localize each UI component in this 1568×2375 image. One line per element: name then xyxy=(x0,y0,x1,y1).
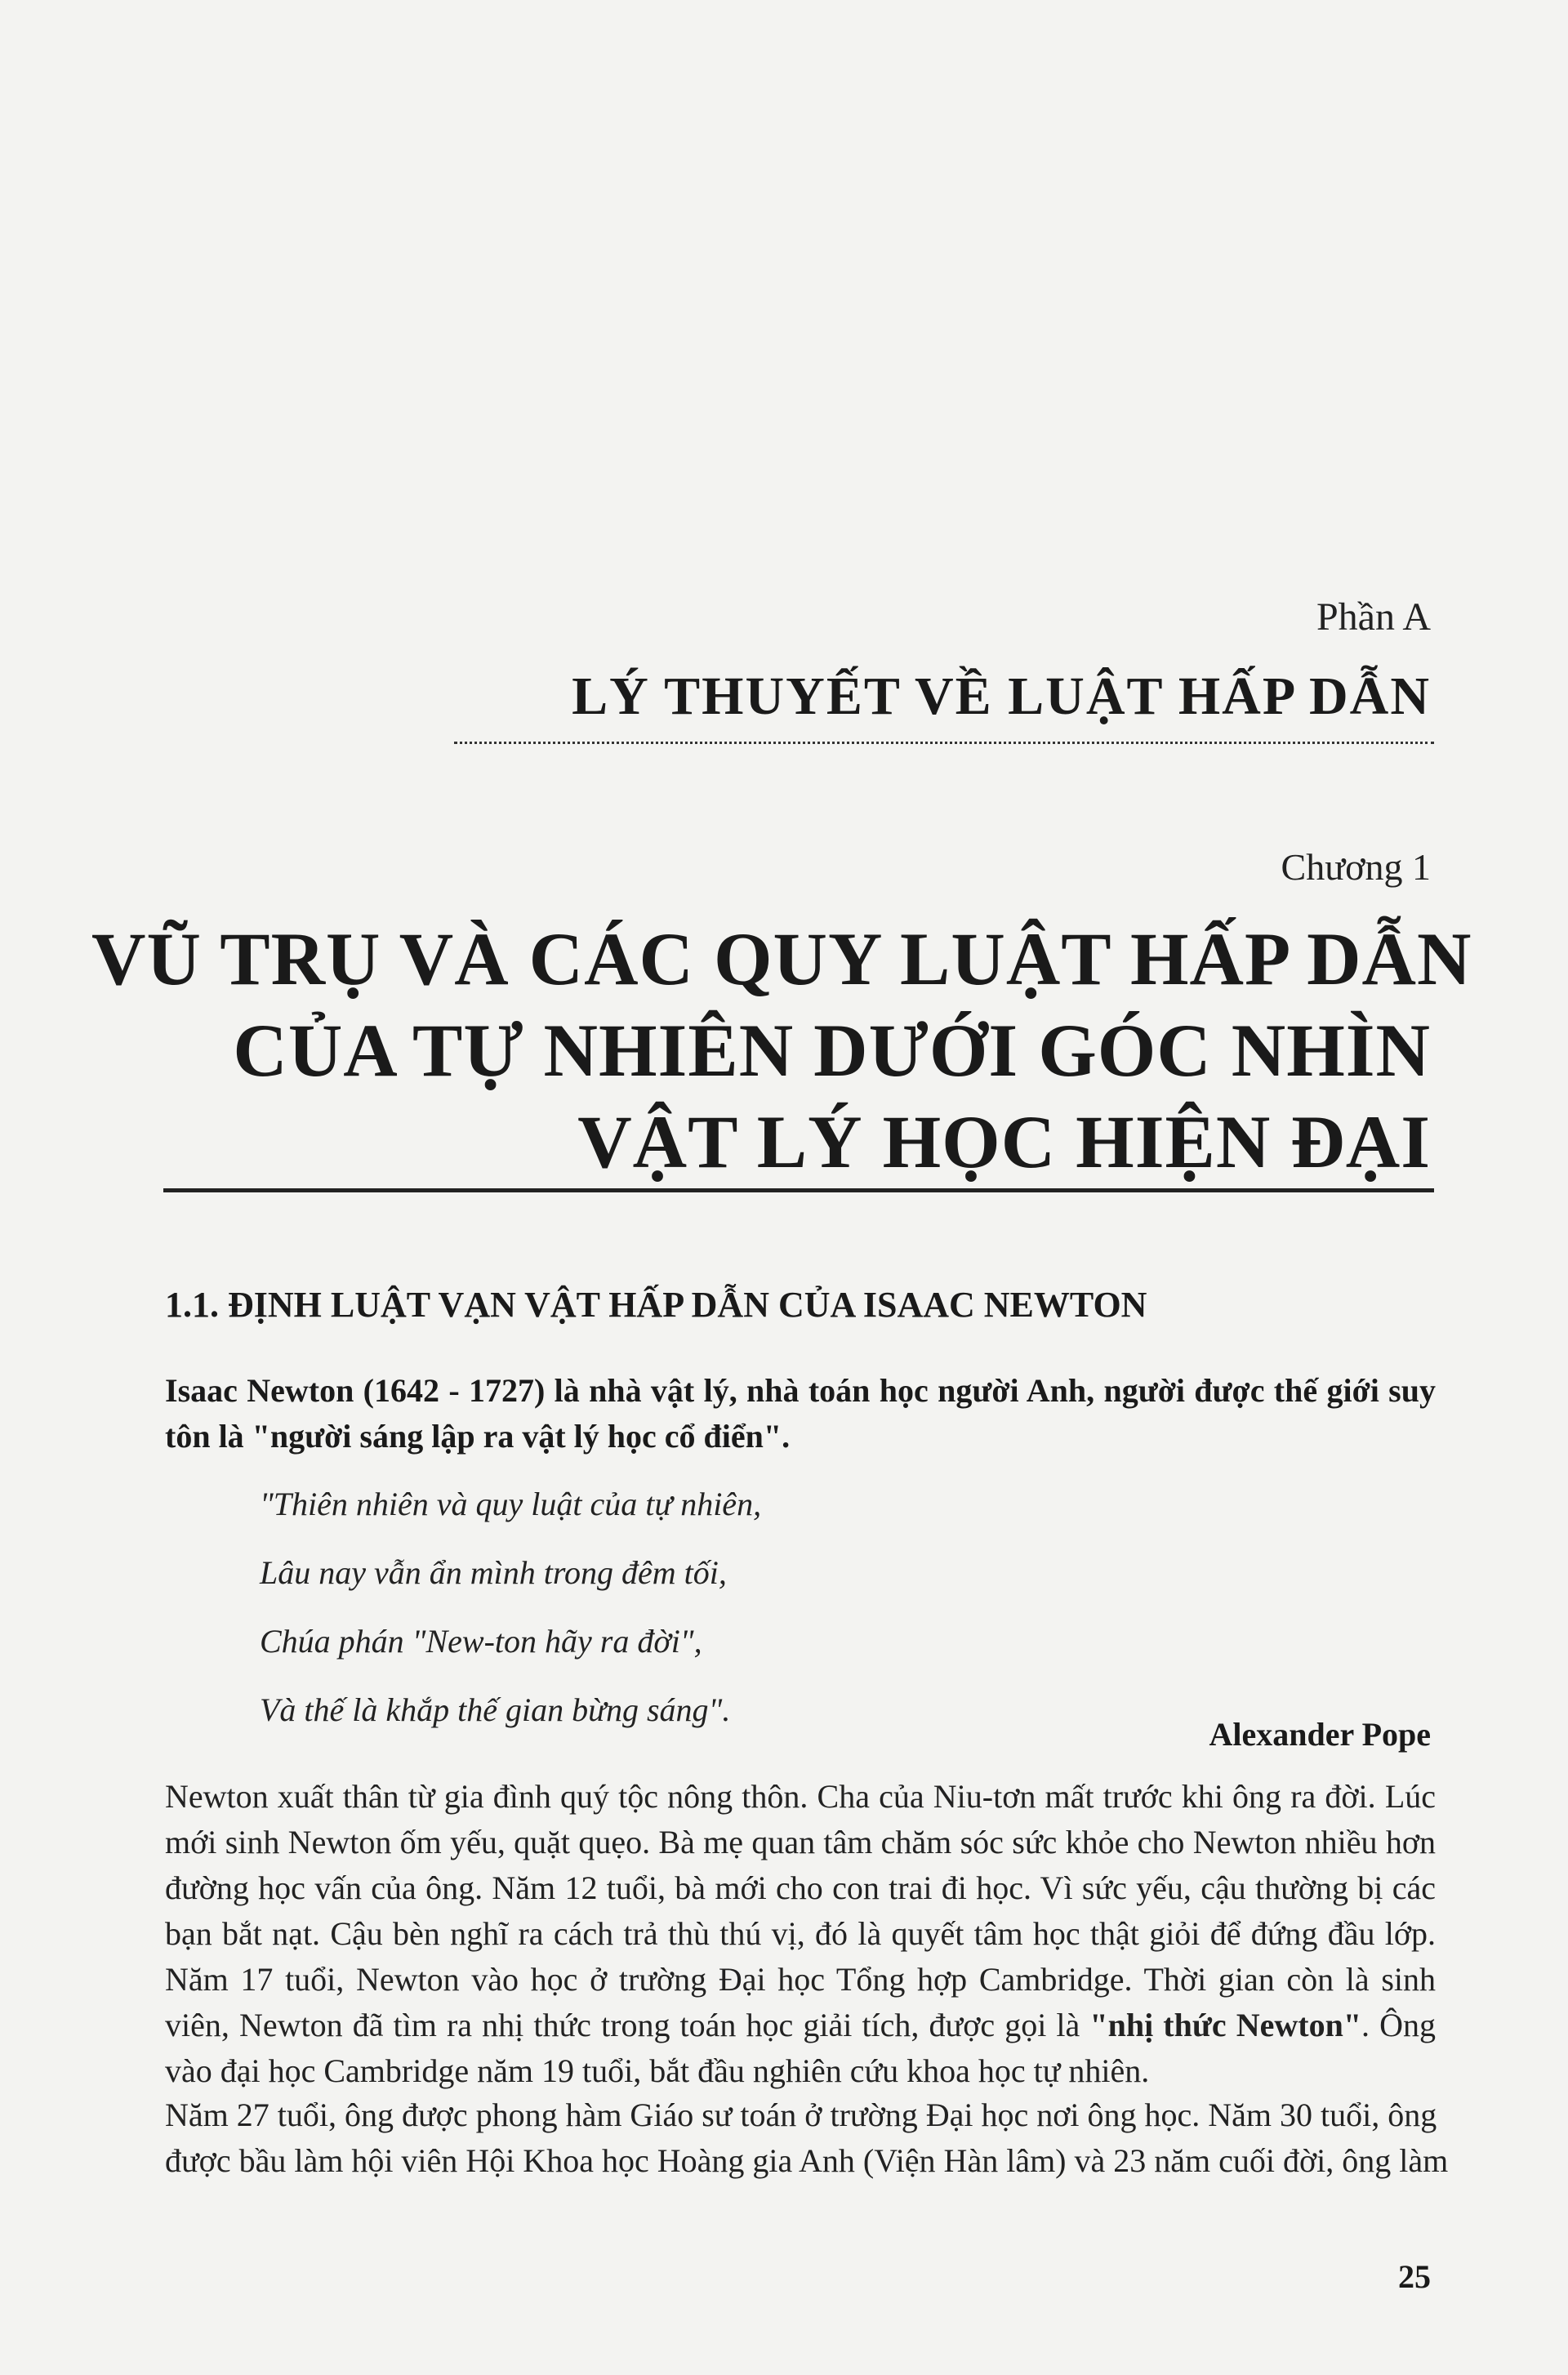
text-line: bạn bắt nạt. Cậu bèn nghĩ ra cách trả thù thú vị, đó là quyết tâm học thật giỏi để đứng đầu lớp. xyxy=(165,1915,1436,1952)
text-line: Năm 27 tuổi, ông được phong hàm Giáo sư toán ở trường Đại học nơi ông học. Năm 30 tuổi, ông xyxy=(165,2097,1437,2133)
section-heading: 1.1. ĐỊNH LUẬT VẠN VẬT HẤP DẪN CỦA ISAAC NEWTON xyxy=(165,1285,1147,1325)
part-title: LÝ THUYẾT VỀ LUẬT HẤP DẪN xyxy=(572,666,1431,726)
chapter-divider xyxy=(163,1188,1434,1192)
text-line xyxy=(165,2003,1436,2048)
page-number: 25 xyxy=(1398,2258,1431,2295)
poem-quote xyxy=(260,1470,761,1744)
text-line: vào đại học Cambridge năm 19 tuổi, bắt đầu nghiên cứu khoa học tự nhiên. xyxy=(165,2052,1150,2089)
text-line: mới sinh Newton ốm yếu, quặt quẹo. Bà mẹ quan tâm chăm sóc sức khỏe cho Newton nhiều hơn xyxy=(165,1824,1436,1860)
text-line: được bầu làm hội viên Hội Khoa học Hoàng gia Anh (Viện Hàn lâm) và 23 năm cuối đời, ông làm xyxy=(165,2142,1449,2179)
text-segment: . Ông xyxy=(1361,2007,1437,2043)
body-paragraph-1 xyxy=(165,1774,1436,2094)
chapter-title-line: VŨ TRỤ VÀ CÁC QUY LUẬT HẤP DẪN xyxy=(91,917,1472,1000)
section-intro: Isaac Newton (1642 - 1727) là nhà vật lý, nhà toán học người Anh, người được thế giới suy tôn là "người sáng lập ra vật lý học cổ điển". xyxy=(165,1372,1436,1455)
poem-line: "Thiên nhiên và quy luật của tự nhiên, xyxy=(260,1486,762,1522)
part-label: Phần A xyxy=(1316,595,1431,639)
chapter-title-line: CỦA TỰ NHIÊN DƯỚI GÓC NHÌN xyxy=(233,1009,1431,1092)
text-line: đường học vấn của ông. Năm 12 tuổi, bà mới cho con trai đi học. Vì sức yếu, cậu thường bị các xyxy=(165,1869,1436,1906)
body-paragraph-2 xyxy=(165,2092,1449,2184)
poem-attribution: Alexander Pope xyxy=(1209,1716,1431,1753)
chapter-label: Chương 1 xyxy=(1281,846,1431,888)
text-line: Newton xuất thân từ gia đình quý tộc nông thôn. Cha của Niu-tơn mất trước khi ông ra đời. Lúc xyxy=(165,1778,1436,1815)
chapter-title-line: VẬT LÝ HỌC HIỆN ĐẠI xyxy=(577,1100,1431,1183)
binomial-term: "nhị thức Newton" xyxy=(1089,2007,1362,2043)
text-segment: viên, Newton đã tìm ra nhị thức trong toán học giải tích, được gọi là xyxy=(165,2007,1080,2043)
poem-line: Lâu nay vẫn ẩn mình trong đêm tối, xyxy=(260,1554,727,1591)
text-line: Năm 17 tuổi, Newton vào học ở trường Đại học Tổng hợp Cambridge. Thời gian còn là sinh xyxy=(165,1961,1436,1998)
dotted-divider xyxy=(454,742,1434,744)
poem-line: Và thế là khắp thế gian bừng sáng". xyxy=(260,1691,731,1728)
chapter-title xyxy=(91,913,1472,1188)
poem-line: Chúa phán "New-ton hãy ra đời", xyxy=(260,1623,702,1660)
